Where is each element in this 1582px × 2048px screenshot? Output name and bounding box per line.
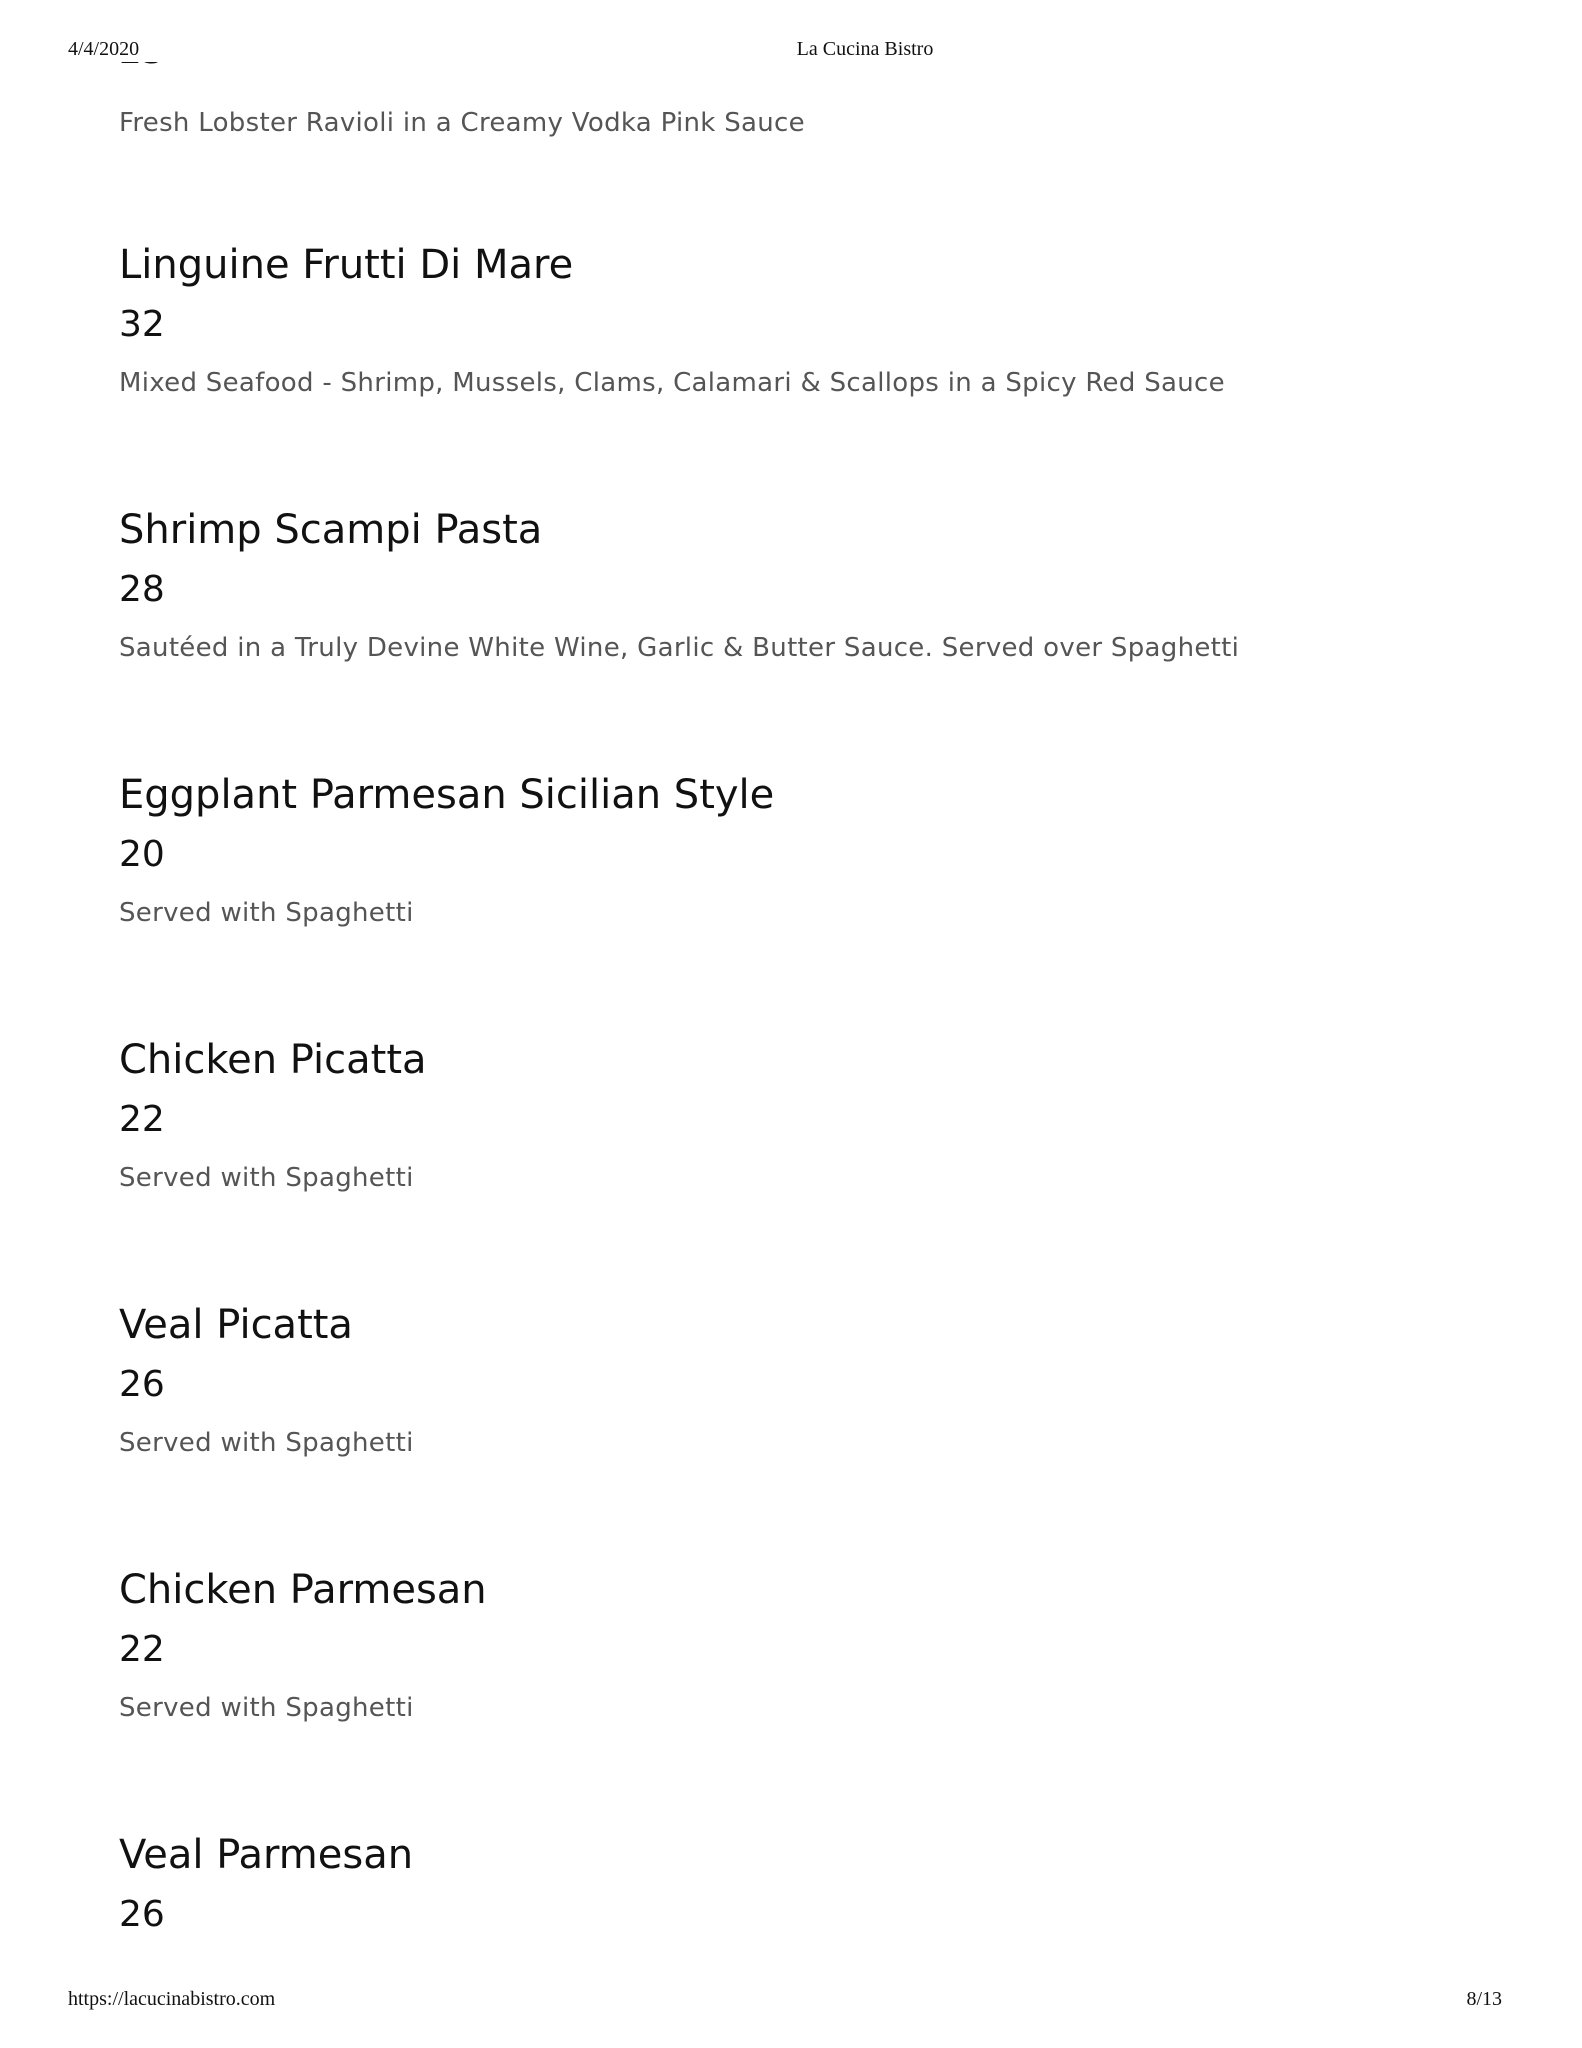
item-description: Mixed Seafood - Shrimp, Mussels, Clams, Calamari & Scallops in a Spicy Red Sauce [119, 368, 1225, 398]
item-description: Served with Spaghetti [119, 1428, 414, 1458]
item-description: Sautéed in a Truly Devine White Wine, Garlic & Butter Sauce. Served over Spaghetti [119, 633, 1240, 663]
item-name: Linguine Frutti Di Mare [119, 242, 574, 288]
item-name: Eggplant Parmesan Sicilian Style [119, 772, 775, 818]
page-url: https://lacucinabistro.com [68, 1988, 276, 2010]
page-title: La Cucina Bistro [796, 38, 934, 60]
menu-content [119, 0, 1519, 1970]
print-header [0, 38, 1582, 64]
partial-item-description: Fresh Lobster Ravioli in a Creamy Vodka Pink Sauce [119, 108, 805, 138]
item-description: Served with Spaghetti [119, 1163, 414, 1193]
item-price: 26 [119, 1894, 165, 1935]
item-description: Served with Spaghetti [119, 898, 414, 928]
item-description: Served with Spaghetti [119, 1693, 414, 1723]
print-date: 4/4/2020 [68, 38, 140, 60]
item-price: 22 [119, 1099, 165, 1140]
item-price: 32 [119, 304, 165, 345]
item-name: Shrimp Scampi Pasta [119, 507, 543, 553]
item-name: Chicken Parmesan [119, 1567, 487, 1613]
item-name: Veal Parmesan [119, 1832, 414, 1878]
item-price: 26 [119, 1364, 165, 1405]
item-name: Chicken Picatta [119, 1037, 427, 1083]
item-name: Veal Picatta [119, 1302, 353, 1348]
page-number: 8/13 [1466, 1988, 1502, 2010]
item-price: 20 [119, 834, 165, 875]
print-footer [0, 1988, 1582, 2014]
item-price: 22 [119, 1629, 165, 1670]
item-price: 28 [119, 569, 165, 610]
